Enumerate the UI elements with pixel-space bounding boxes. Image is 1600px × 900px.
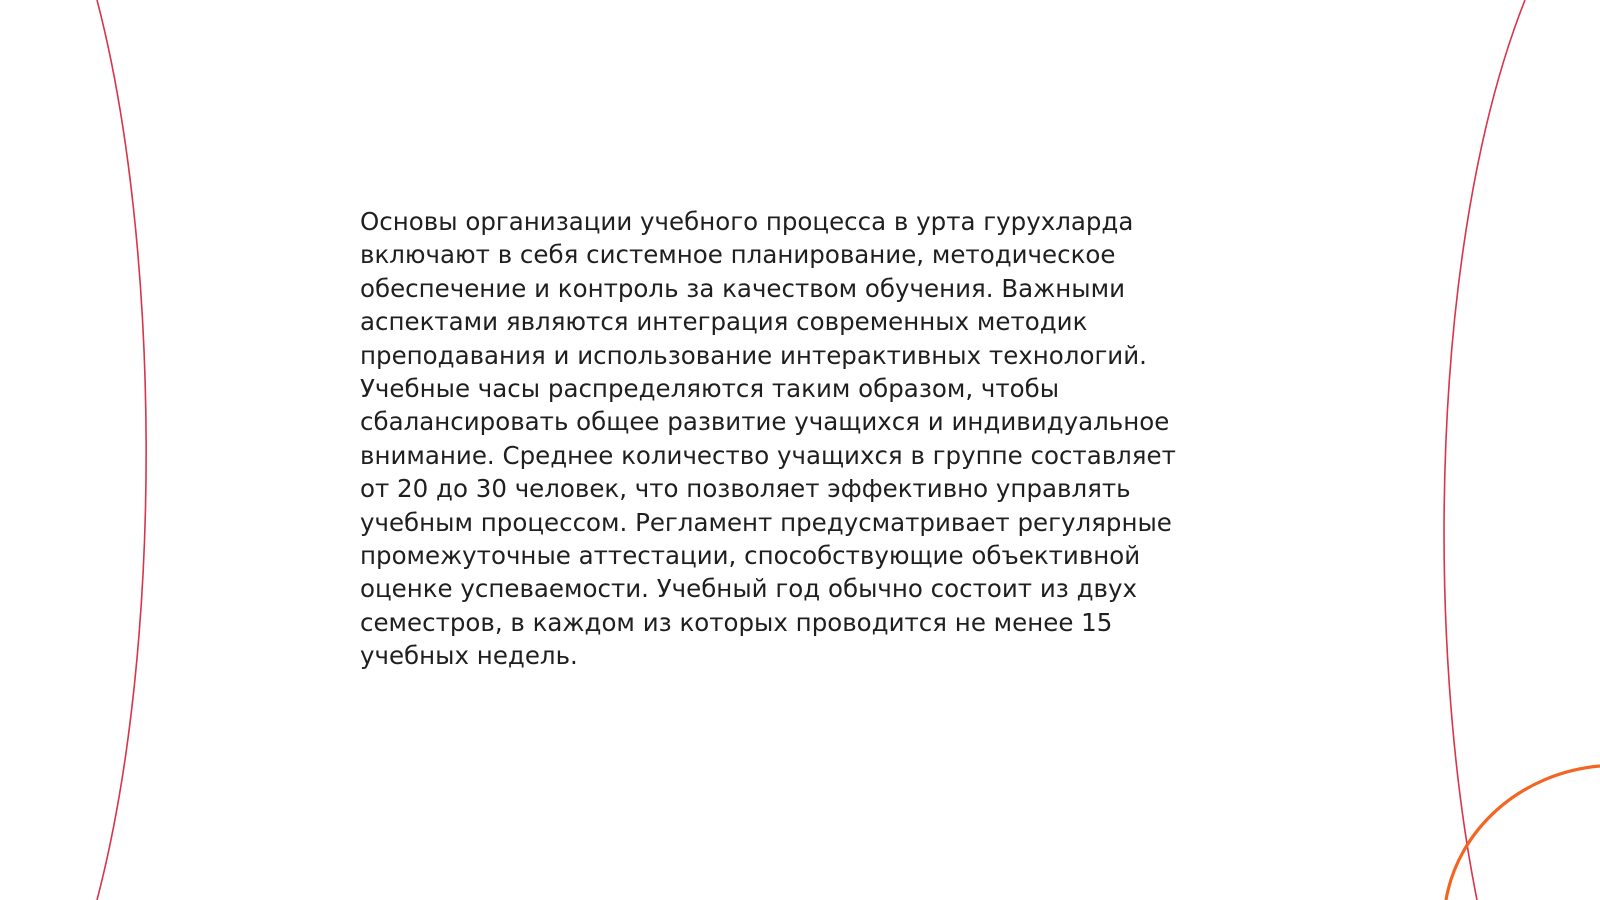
body-line: преподавания и использование интерактивных технологий.	[360, 340, 1147, 370]
body-line: учебным процессом. Регламент предусматривает регулярные	[360, 507, 1172, 537]
body-line: учебных недель.	[360, 641, 578, 671]
body-line: семестров, в каждом из которых проводится не менее 15	[360, 607, 1113, 637]
right-curved-line	[1444, 0, 1525, 900]
body-line: промежуточные аттестации, способствующие объективной	[360, 541, 1141, 571]
body-paragraph	[360, 205, 1235, 673]
body-line: включают в себя системное планирование, методическое	[360, 240, 1116, 270]
body-line: Основы организации учебного процесса в урта гурухларда	[360, 207, 1134, 236]
body-line: сбалансировать общее развитие учащихся и индивидуальное	[360, 407, 1170, 437]
left-curved-line	[97, 0, 146, 900]
body-line: внимание. Среднее количество учащихся в группе составляет	[360, 440, 1176, 470]
body-line: Учебные часы распределяются таким образом, чтобы	[360, 374, 1060, 404]
body-line: от 20 до 30 человек, что позволяет эффективно управлять	[360, 474, 1131, 504]
body-line: оценке успеваемости. Учебный год обычно состоит из двух	[360, 574, 1137, 604]
body-line: обеспечение и контроль за качеством обучения. Важными	[360, 273, 1125, 303]
body-line: аспектами являются интеграция современных методик	[360, 307, 1088, 337]
orange-circle-arc	[1446, 766, 1600, 900]
